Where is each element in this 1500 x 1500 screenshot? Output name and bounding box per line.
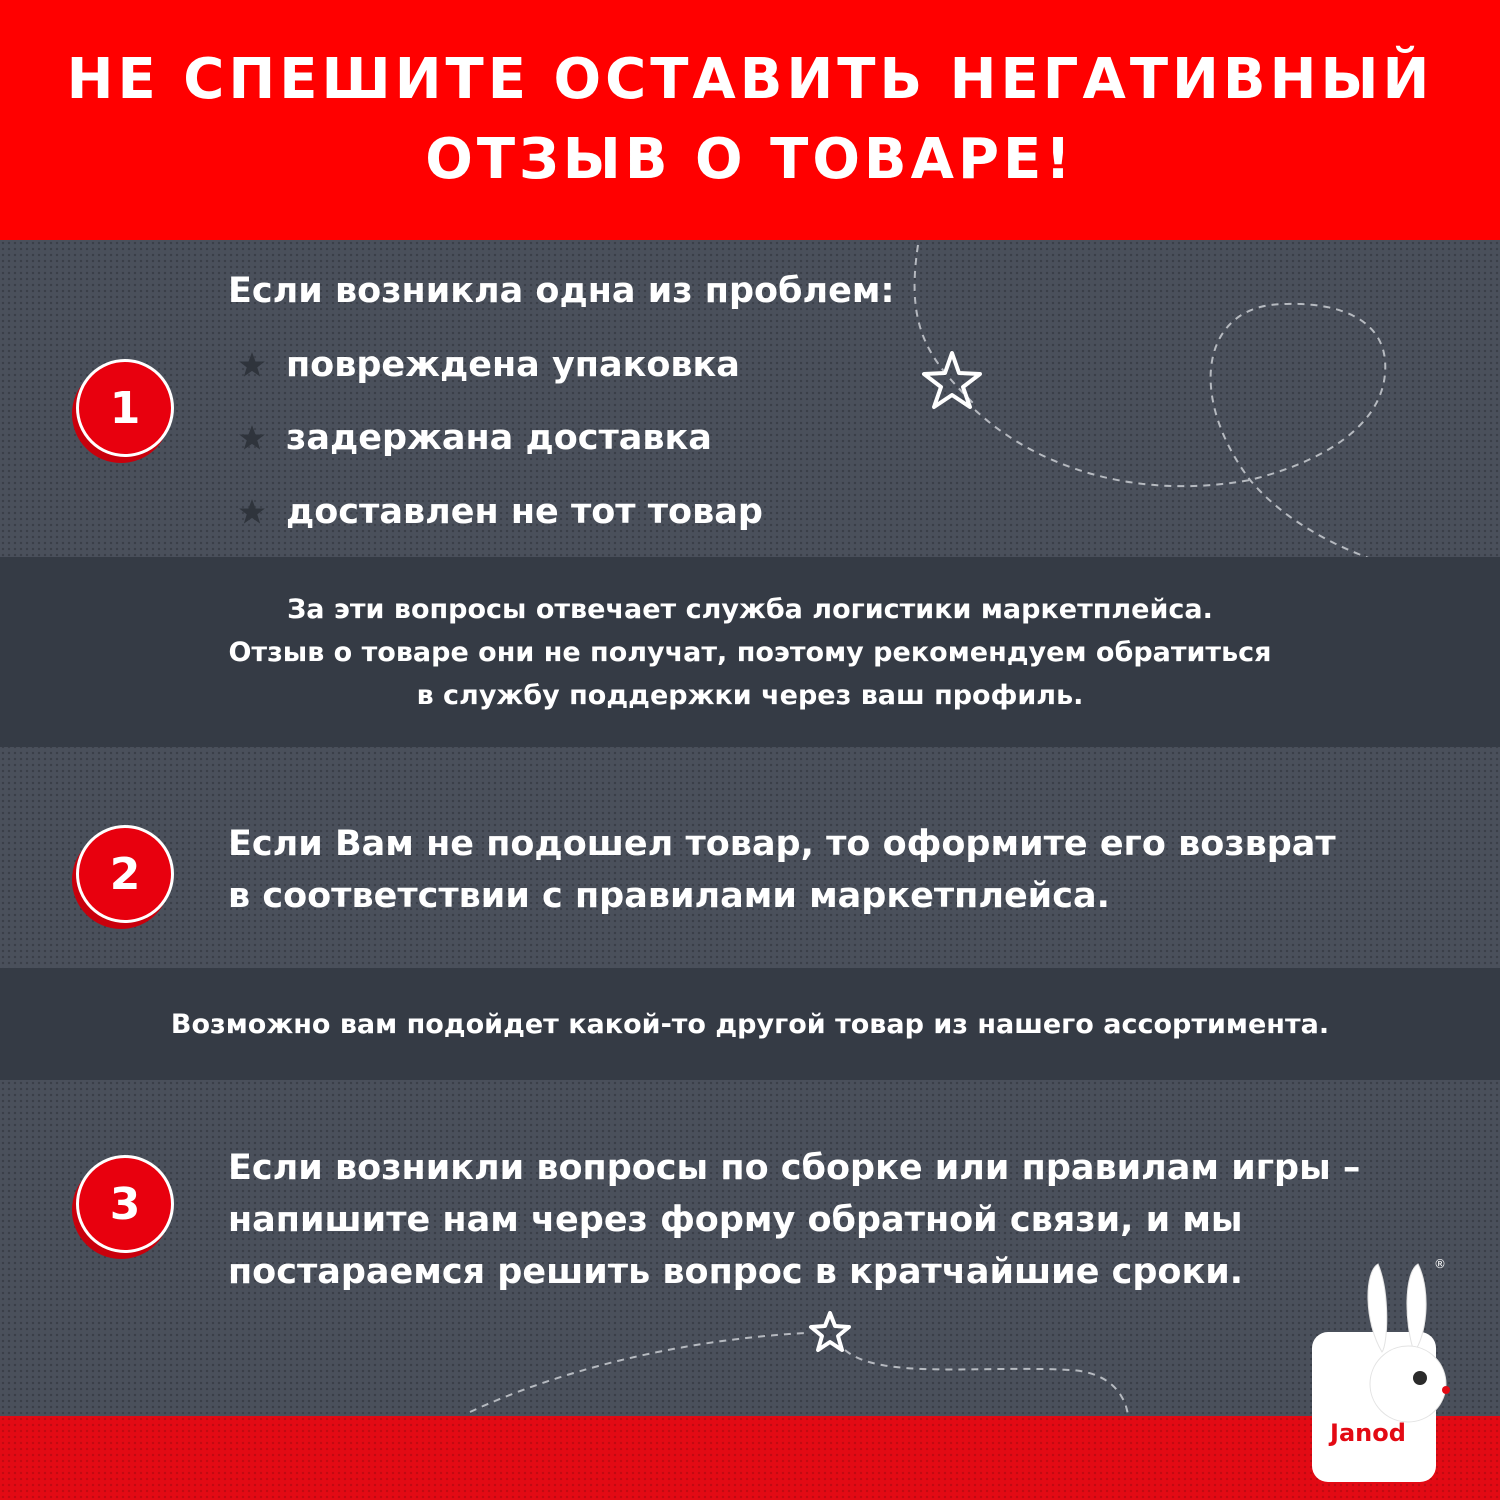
step-badge-2: 2 — [76, 825, 174, 923]
header-title-line-2: ОТЗЫВ О ТОВАРЕ! — [425, 127, 1075, 192]
list-item-label: повреждена упаковка — [286, 345, 740, 385]
star-icon — [238, 351, 266, 379]
star-icon — [238, 498, 266, 526]
rabbit-logo — [1300, 1252, 1450, 1490]
star-icon — [924, 353, 980, 407]
list-item — [238, 413, 712, 463]
list-item-label: задержана доставка — [286, 418, 712, 458]
band2-text: Возможно вам подойдет какой-то другой товар из нашего ассортимента. — [170, 1008, 1330, 1040]
section2-text — [228, 818, 1336, 922]
logo-label: Janod — [1330, 1419, 1406, 1447]
band1-line-1: За эти вопросы отвечает служба логистики маркетплейса. — [287, 593, 1213, 625]
list-item-label: доставлен не тот товар — [286, 492, 763, 532]
logistics-info-band — [0, 557, 1500, 747]
list-item — [238, 340, 740, 390]
header-banner — [0, 0, 1500, 240]
band1-line-2: Отзыв о товаре они не получат, поэтому рекомендуем обратиться — [228, 636, 1272, 668]
step-badge-3: 3 — [76, 1155, 174, 1253]
section3-line-1: Если возникли вопросы по сборке или правилам игры – — [228, 1148, 1361, 1188]
section2-line-2: в соответствии с правилами маркетплейса. — [228, 876, 1110, 916]
section3-line-2: напишите нам через форму обратной связи, и мы — [228, 1200, 1243, 1240]
list-item — [238, 487, 763, 537]
band1-line-3: в службу поддержки через ваш профиль. — [416, 679, 1084, 711]
star-icon — [811, 1313, 849, 1350]
section1-intro: Если возникла одна из проблем: — [228, 271, 895, 311]
registered-mark: ® — [1434, 1257, 1446, 1271]
assortment-info-band — [0, 968, 1500, 1080]
section3-line-3: постараемся решить вопрос в кратчайшие сроки. — [228, 1252, 1244, 1292]
section2-line-1: Если Вам не подошел товар, то оформите его возврат — [228, 824, 1336, 864]
header-title-line-1: НЕ СПЕШИТЕ ОСТАВИТЬ НЕГАТИВНЫЙ — [66, 47, 1434, 112]
section3-text — [228, 1142, 1360, 1298]
step-badge-1: 1 — [76, 359, 174, 457]
star-icon — [238, 424, 266, 452]
footer-bar — [0, 1416, 1500, 1500]
